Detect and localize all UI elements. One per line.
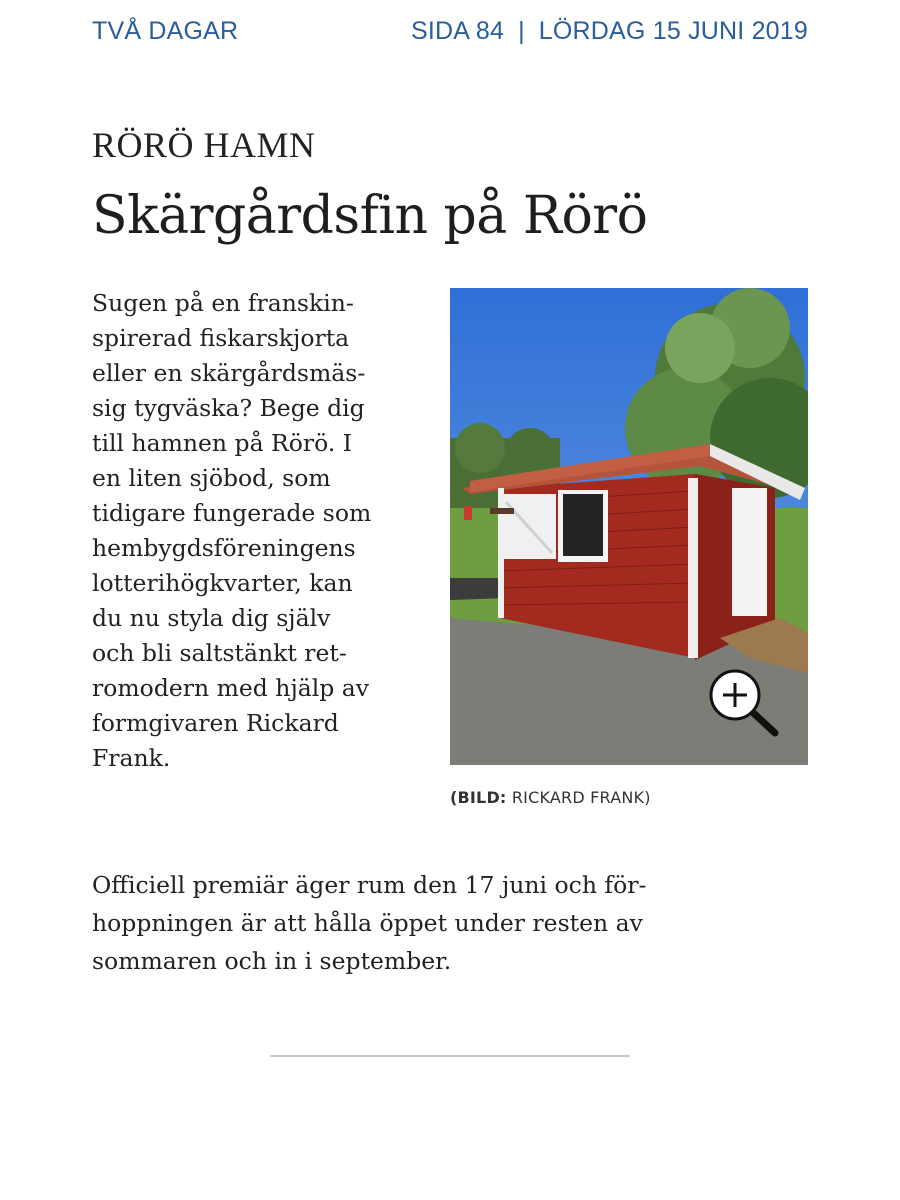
paragraph-line: Officiell premiär äger rum den 17 juni och för-	[92, 871, 647, 899]
paragraph-line: romodern med hjälp av	[92, 674, 370, 702]
article-kicker: RÖRÖ HAMN	[92, 125, 316, 165]
paragraph-line: sig tygväska? Bege dig	[92, 394, 365, 422]
issue-date: LÖRDAG 15 JUNI 2019	[538, 16, 808, 45]
zoom-in-icon	[707, 667, 783, 739]
photo-caption	[450, 788, 651, 807]
paragraph-line: eller en skärgårdsmäs-	[92, 359, 366, 387]
paragraph-line: en liten sjöbod, som	[92, 464, 331, 492]
article-headline: Skärgårdsfin på Rörö	[92, 186, 648, 246]
paragraph-line: spirerad fiskarskjorta	[92, 324, 350, 352]
page-number: SIDA 84	[410, 16, 505, 45]
paragraph-line: sommaren och in i september.	[92, 947, 452, 975]
caption-credit: RICKARD FRANK)	[511, 788, 651, 807]
caption-label: (BILD:	[450, 788, 507, 807]
article-paragraph-2	[92, 866, 812, 980]
paragraph-line: Frank.	[92, 744, 171, 772]
paragraph-line: hoppningen är att hålla öppet under resten av	[92, 909, 643, 937]
article-paragraph-1	[92, 286, 437, 776]
paragraph-line: hembygdsföreningens	[92, 534, 356, 562]
paragraph-line: lotterihögkvarter, kan	[92, 569, 353, 597]
header-separator: |	[518, 16, 525, 45]
section-label[interactable]: TVÅ DAGAR	[92, 16, 239, 45]
paragraph-line: till hamnen på Rörö. I	[92, 429, 353, 457]
paragraph-line: du nu styla dig själv	[92, 604, 331, 632]
zoom-button[interactable]	[707, 667, 783, 739]
article-divider	[270, 1055, 630, 1057]
paragraph-line: tidigare fungerade som	[92, 499, 372, 527]
paragraph-line: formgivaren Rickard	[92, 709, 339, 737]
page-header	[92, 14, 808, 48]
paragraph-line: och bli saltstänkt ret-	[92, 639, 347, 667]
paragraph-line: Sugen på en franskin-	[92, 289, 354, 317]
header-meta	[411, 17, 808, 46]
